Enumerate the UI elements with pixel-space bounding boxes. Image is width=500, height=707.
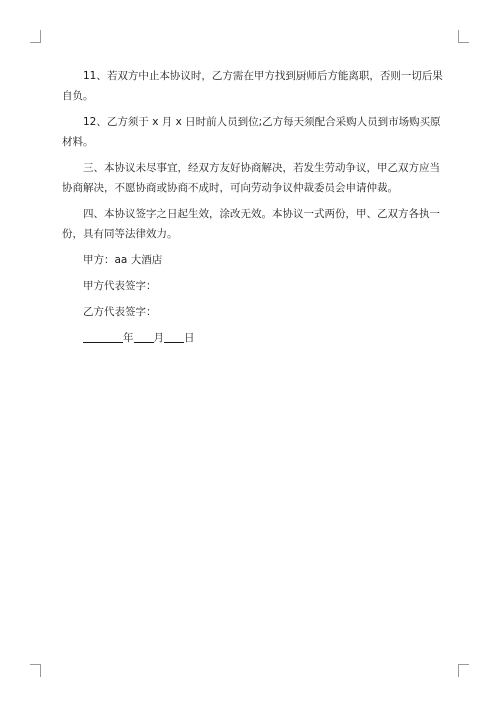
party-b-representative-signature: 乙方代表签字： — [83, 306, 157, 318]
crop-mark-top-right — [458, 30, 469, 43]
day-label: 日 — [184, 332, 195, 344]
month-label: 月 — [153, 332, 164, 344]
clause-12: 12、乙方须于 x 月 x 日时前人员到位;乙方每天须配合采购人员到市场购买原材料。 — [62, 116, 441, 148]
clause-three: 三、本协议未尽事宜，经双方友好协商解决，若发生劳动争议，甲乙双方应当协商解决，不愿协商或协商不成时，可向劳动争议仲裁委员会申请仲裁。 — [62, 162, 440, 194]
party-a-representative-signature: 甲方代表签字： — [83, 280, 157, 292]
year-blank — [83, 330, 123, 343]
month-blank — [134, 330, 154, 343]
crop-mark-bottom-right — [458, 664, 469, 677]
crop-mark-top-left — [30, 30, 41, 43]
year-label: 年 — [123, 332, 134, 344]
signing-date — [62, 328, 444, 348]
day-blank — [164, 330, 184, 343]
crop-mark-bottom-left — [30, 664, 41, 677]
clause-11: 11、若双方中止本协议时，乙方需在甲方找到厨师后方能离职，否则一切后果自负。 — [62, 70, 443, 102]
document-body — [62, 66, 444, 348]
clause-four: 四、本协议签字之日起生效，涂改无效。本协议一式两份，甲、乙双方各执一份，具有同等法律效力。 — [62, 208, 440, 240]
party-a-name: 甲方：aa 大酒店 — [83, 254, 163, 266]
